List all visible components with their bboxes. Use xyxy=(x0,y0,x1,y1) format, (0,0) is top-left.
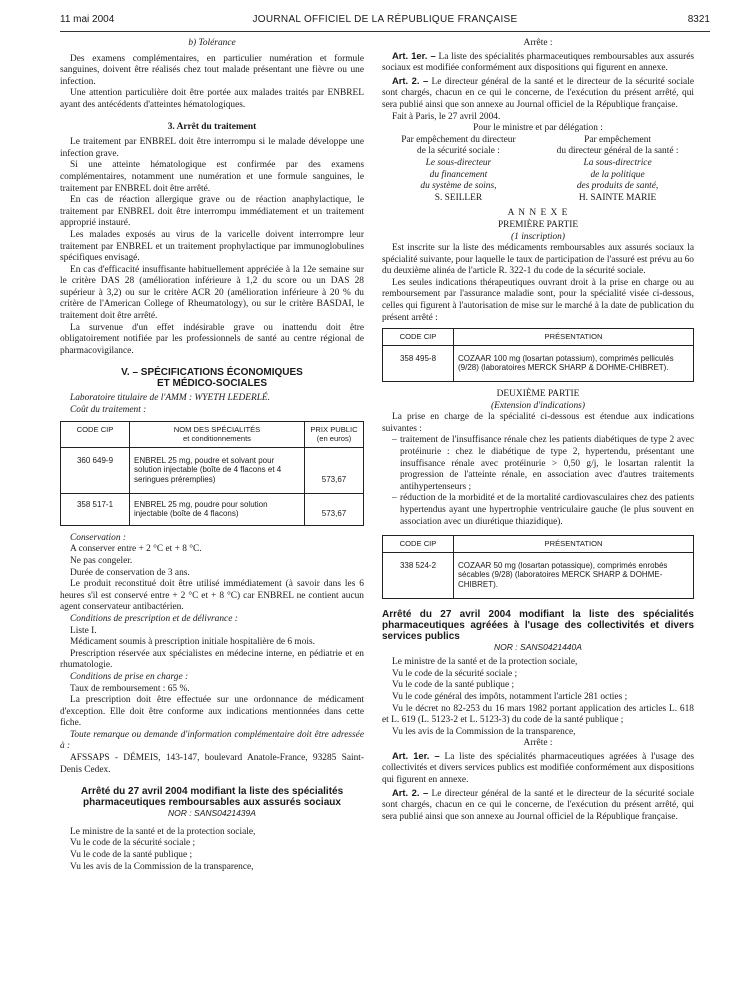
nor-reference: NOR : SANS0421439A xyxy=(168,808,256,819)
page-number: 8321 xyxy=(687,14,710,25)
column-header xyxy=(130,421,305,447)
column-header: CODE CIP xyxy=(383,329,454,346)
paragraph: Prescription réservée aux spécialistes en médecine interne, en pédiatrie et en rhumatologie. xyxy=(60,648,364,671)
column-header: PRÉSENTATION xyxy=(454,536,694,553)
list-item: – traitement de l'insuffisance rénale chez les patients diabétiques de type 2 avec protéinurie : chez le diabétique de type 2, hypertendu, présentant une insuffisance rénale avec protéinurie > 0,50 g/j, le losartan ralentit la progression de l'atteinte rénale, en association avec d'autres traitements antihypertenseurs ; xyxy=(400,435,694,493)
signatory-name: S. SEILLER xyxy=(434,192,483,203)
article-text: La liste des spécialités pharmaceutiques remboursables aux assurés sociaux est modifiée conformément aux dispositions qui figurent en annexe. xyxy=(382,51,695,74)
table-header-row xyxy=(61,421,364,447)
paragraph: Le traitement par ENBREL doit être interrompu si le malade développe une infection grave. xyxy=(60,137,364,159)
signature-right xyxy=(541,135,694,205)
part-subtitle: (Extension d'indications) xyxy=(491,400,585,411)
article-label: Art. 2. – xyxy=(392,74,429,86)
paragraph: AFSSAPS - DÉMEIS, 143-147, boulevard Anatole-France, 93285 Saint-Denis Cedex. xyxy=(60,753,364,775)
header-text: NOM DES SPÉCIALITÉS xyxy=(173,424,261,434)
delegation-line: Pour le ministre et par délégation : xyxy=(473,123,603,134)
presentation-cell: COZAAR 100 mg (losartan potassium), comprimés pelliculés (9/28) (laboratoires MERCK SHARP & DOHME-CHIBRET). xyxy=(454,345,694,381)
article-label: Art. 2. – xyxy=(392,786,429,798)
subheading: Conditions de prescription et de délivrance : xyxy=(70,613,238,624)
article-label: Art. 1er. – xyxy=(392,749,440,761)
part-subtitle: (1 inscription) xyxy=(511,231,565,242)
signatures xyxy=(382,135,694,205)
signature-line: du système de soins, xyxy=(420,181,497,192)
signature-line: du directeur général de la santé : xyxy=(556,146,679,157)
article xyxy=(382,787,694,824)
paragraph: En cas d'efficacité insuffisante habituellement appréciée à la 12e semaine sur le critère DAS 28 (amélioration inférieure à 1,2 du score ou un DAS 28 supérieur à 3,2) ou sur le critère ACR 20 (amélioration inférieure à 20 % du critère de l'American College of Rheumatology), ou sur le critère BASDAI, le traitement doit être arrêté. xyxy=(60,264,364,322)
paragraph: La prise en charge de la spécialité ci-dessous est étendue aux indications suivantes : xyxy=(382,412,694,434)
presentation-cell: COZAAR 50 mg (losartan potassique), comprimés enrobés sécables (9/28) (laboratoires MERCK SHARP & DOHME-CHIBRET). xyxy=(454,552,694,598)
column-header: PRÉSENTATION xyxy=(454,329,694,346)
price-cell: 573,67 xyxy=(305,447,364,493)
article xyxy=(382,750,694,787)
article-text: Le directeur général de la santé et le directeur de la sécurité sociale sont chargés, chacun en ce qui le concerne, de l'exécution du présent arrêté, qui sera publié ainsi que son annexe au Journal officiel de la République française. xyxy=(382,788,694,822)
paragraph: Le ministre de la santé et de la protection sociale, xyxy=(70,826,256,837)
subheading: Conditions de prise en charge : xyxy=(70,671,189,682)
arrete-label: Arrête : xyxy=(523,38,553,48)
paragraph: Vu le code de la santé publique ; xyxy=(70,850,193,861)
table-row xyxy=(383,552,694,598)
left-column xyxy=(60,38,364,873)
paragraph: Ne pas congeler. xyxy=(70,555,133,566)
paragraph: La survenue d'un effet indésirable grave ou inattendu doit être obligatoirement notifiée par les professionnels de santé au centre régional de pharmacovigilance. xyxy=(60,322,364,356)
part-title: PREMIÈRE PARTIE xyxy=(497,219,579,230)
signature-line: des produits de santé, xyxy=(576,181,659,192)
cip-cell: 338 524-2 xyxy=(383,552,454,598)
subheading: Conservation : xyxy=(70,532,126,543)
column-header: CODE CIP xyxy=(383,536,454,553)
price-cell: 573,67 xyxy=(305,493,364,525)
column-header xyxy=(305,421,364,447)
paragraph: Vu les avis de la Commission de la transparence, xyxy=(392,726,576,737)
paragraph: Est inscrite sur la liste des médicaments remboursables aux assurés sociaux la spécialité suivante, pour laquelle le taux de participation de l'assuré est prévu au 6o du deuxième alinéa de l'article R. 322-1 du code de la sécurité sociale. xyxy=(382,243,694,277)
table-row xyxy=(61,447,364,493)
table-header-row xyxy=(383,536,694,553)
signature-line: Par empêchement xyxy=(584,134,652,145)
tolerance-heading: b) Tolérance xyxy=(188,38,236,48)
name-cell: ENBREL 25 mg, poudre et solvant pour solution injectable (boîte de 4 flacons et 4 seringues préremplies) xyxy=(130,447,305,493)
cip-cell: 358 517-1 xyxy=(61,493,130,525)
cost-label: Coût du traitement : xyxy=(70,405,147,416)
signature-line: Par empêchement du directeur xyxy=(401,134,516,145)
indications-list xyxy=(382,435,694,528)
page-header xyxy=(60,14,710,28)
signature-line: de la politique xyxy=(590,169,645,180)
signature-line: Le sous-directeur xyxy=(425,157,492,168)
header-text: et conditionnements xyxy=(183,434,251,444)
arrete-label: Arrête : xyxy=(523,738,553,749)
paragraph: En cas de réaction allergique grave ou de réaction anaphylactique, le traitement par ENBREL doit être interrompu immédiatement et un traitement approprié instauré. xyxy=(60,195,364,229)
right-column xyxy=(382,38,694,823)
paragraph: Vu le code de la sécurité sociale ; xyxy=(392,668,518,679)
signature-line: du financement xyxy=(429,169,488,180)
part-title: DEUXIÈME PARTIE xyxy=(496,389,580,400)
paragraph: Liste I. xyxy=(70,625,97,636)
presentation-table-1 xyxy=(382,328,694,382)
signature-line: La sous-directrice xyxy=(583,157,652,168)
nor-reference: NOR : SANS0421440A xyxy=(494,641,582,652)
signatory-name: H. SAINTE MARIE xyxy=(578,192,657,203)
fait-line: Fait à Paris, le 27 avril 2004. xyxy=(392,111,501,122)
article-label: Art. 1er. – xyxy=(392,49,436,61)
arrete-title: Arrêté du 27 avril 2004 modifiant la liste des spécialités pharmaceutiques agréées à l'usage des collectivités et divers services publics xyxy=(382,608,694,642)
paragraph: A conserver entre + 2 °C et + 8 °C. xyxy=(70,544,202,555)
section-title: ET MÉDICO-SOCIALES xyxy=(156,378,267,390)
header-text: (en euros) xyxy=(316,434,352,444)
paragraph: Taux de remboursement : 65 %. xyxy=(70,683,190,694)
annexe-title: A N N E X E xyxy=(507,208,569,219)
table-row xyxy=(61,493,364,525)
presentation-table-2 xyxy=(382,535,694,598)
subheading: Toute remarque ou demande d'information complémentaire doit être adressée à : xyxy=(60,729,364,752)
paragraph: Une attention particulière doit être portée aux malades traités par ENBREL ayant des antécédents d'atteintes hématologiques. xyxy=(60,88,364,110)
paragraph: Vu le code de la sécurité sociale ; xyxy=(70,838,196,849)
paragraph: Les seules indications thérapeutiques ouvrant droit à la prise en charge ou au remboursement par l'assurance maladie sont, pour la spécialité visée ci-dessous, celles qui figurent à l'autorisation de mise sur le marché à la date de publication du présent arrêté : xyxy=(382,277,694,323)
header-text: PRIX PUBLIC xyxy=(310,424,358,434)
issue-date: 11 mai 2004 xyxy=(60,14,115,25)
cip-cell: 360 649-9 xyxy=(61,447,130,493)
paragraph: Le ministre de la santé et de la protection sociale, xyxy=(392,657,578,668)
section-title: V. – SPÉCIFICATIONS ÉCONOMIQUES xyxy=(121,367,303,379)
paragraph: Durée de conservation de 3 ans. xyxy=(70,567,190,578)
column-header: CODE CIP xyxy=(61,421,130,447)
header-rule xyxy=(60,31,710,32)
paragraph: Des examens complémentaires, en particulier numération et formule sanguines, doivent être réalisés chez tout malade présentant une fièvre ou une infection. xyxy=(60,53,364,87)
paragraph: Vu le code de la santé publique ; xyxy=(392,680,515,691)
arret-heading: 3. Arrêt du traitement xyxy=(167,121,257,132)
cip-cell: 358 495-8 xyxy=(383,345,454,381)
article xyxy=(382,75,694,112)
paragraph: Si une atteinte hématologique est confirmée par des examens complémentaires, notamment une numération et une formule sanguines, le traitement par ENBREL doit être arrêté. xyxy=(60,160,364,194)
paragraph: Médicament soumis à prescription initiale hospitalière de 6 mois. xyxy=(70,637,315,648)
list-item: – réduction de la morbidité et de la mortalité cardiovasculaires chez des patients hypertendus ayant une hypertrophie ventriculaire gauche (le plus souvent en association avec un diurétique thiazidique). xyxy=(400,493,694,528)
table-header-row xyxy=(383,329,694,346)
paragraph: La prescription doit être effectuée sur une ordonnance de médicament d'exception. Elle doit être conforme aux indications mentionnées dans cette fiche. xyxy=(60,695,364,729)
price-table xyxy=(60,421,364,526)
article xyxy=(382,50,694,75)
arrete-title: Arrêté du 27 avril 2004 modifiant la liste des spécialités pharmaceutiques remboursables aux assurés sociaux xyxy=(80,786,344,809)
signature-line: de la sécurité sociale : xyxy=(417,146,500,157)
table-row xyxy=(383,345,694,381)
article-text: La liste des spécialités pharmaceutiques agréées à l'usage des collectivités et divers services publics est modifiée conformément aux dispositions qui figurent en annexe. xyxy=(382,751,695,786)
paragraph: Vu le décret no 82-253 du 16 mars 1982 portant application des articles L. 618 et L. 619 (L. 5123-2 et L. 5123-3) du code de la santé publique ; xyxy=(382,703,694,726)
article-text: Le directeur général de la santé et le directeur de la sécurité sociale sont chargés, chacun en ce qui le concerne, de l'exécution du présent arrêté, qui sera publié ainsi que son annexe au Journal officiel de la République française. xyxy=(382,76,694,110)
journal-title: JOURNAL OFFICIEL DE LA RÉPUBLIQUE FRANÇAISE xyxy=(252,14,518,25)
paragraph: Les malades exposés au virus de la varicelle doivent interrompre leur traitement par ENBREL et un traitement prophylactique par immunoglobulines spécifiques envisagé. xyxy=(60,229,364,264)
name-cell: ENBREL 25 mg, poudre pour solution injectable (boîte de 4 flacons) xyxy=(130,493,305,525)
paragraph: Le produit reconstitué doit être utilisé immédiatement (à savoir dans les 6 heures s'il est conservé entre + 2 °C et + 8 °C) car ENBREL ne contient aucun agent conservateur antibactérien. xyxy=(60,579,364,613)
paragraph: Vu les avis de la Commission de la transparence, xyxy=(70,861,254,872)
signature-left xyxy=(382,135,535,205)
paragraph: Vu le code général des impôts, notamment l'article 281 octies ; xyxy=(392,691,628,702)
laboratory-line: Laboratoire titulaire de l'AMM : WYETH LEDERLÉ. xyxy=(70,393,271,404)
